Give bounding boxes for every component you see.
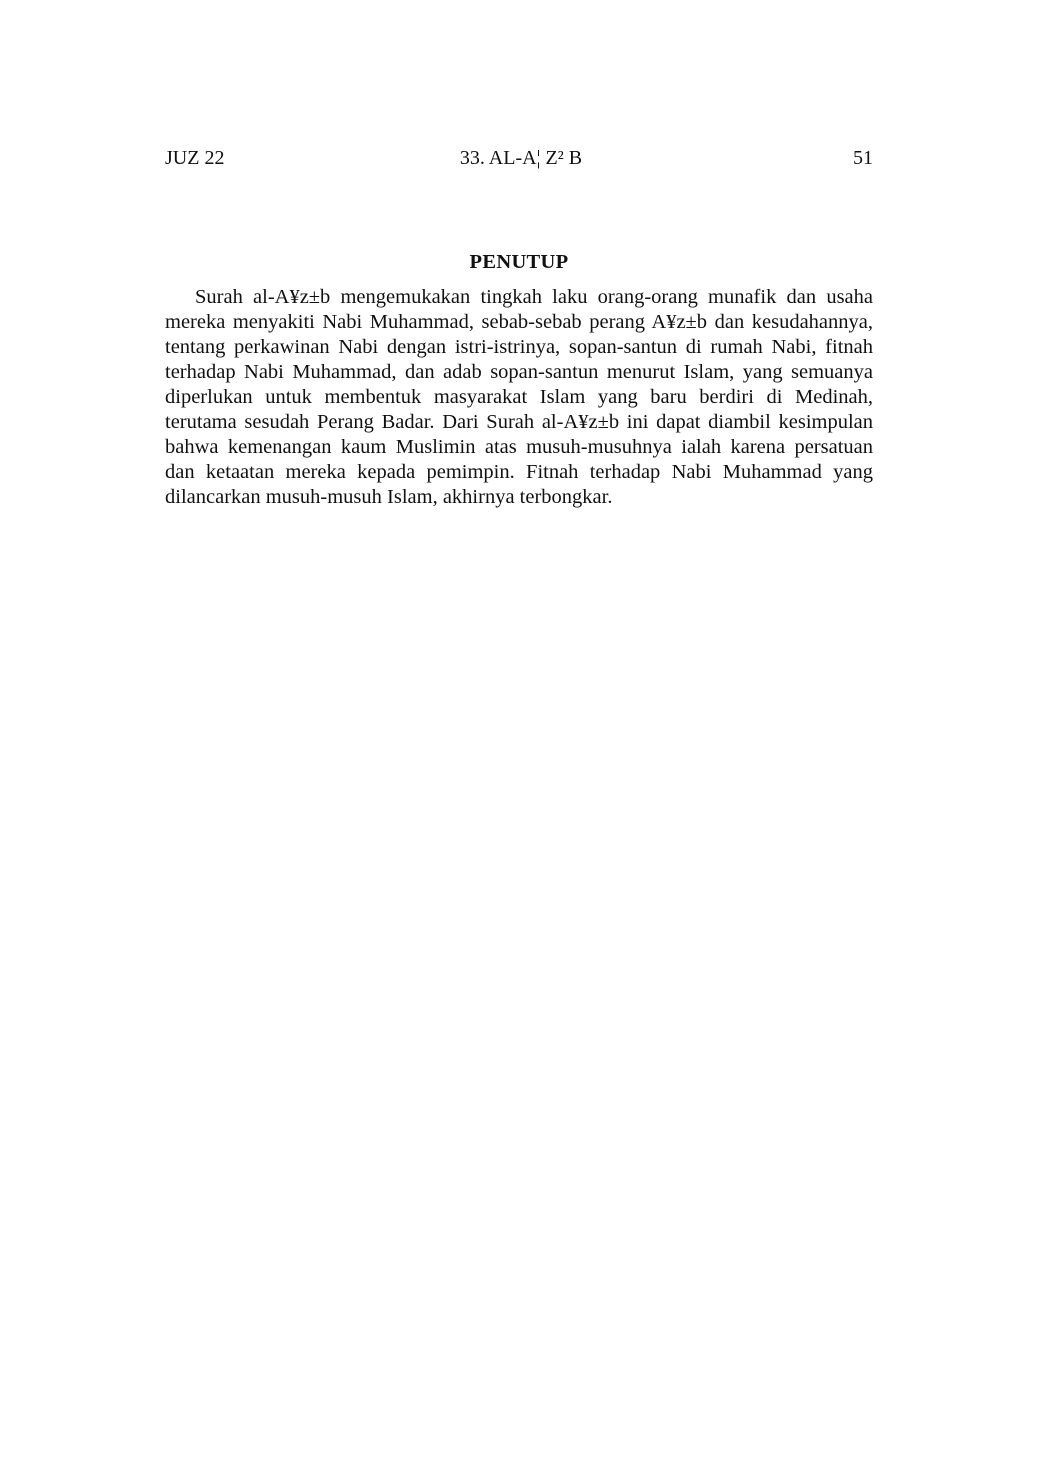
surah-title: 33. AL-A¦ Z² B bbox=[459, 147, 583, 169]
running-header bbox=[165, 145, 873, 171]
closing-paragraph: Surah al-A¥z±b mengemukakan tingkah laku orang-orang munafik dan usaha mereka menyakiti Nabi Muhammad, sebab-sebab perang A¥z±b dan kesudahannya, tentang perkawinan Nabi dengan istri-istrinya, sopan-santun di rumah Nabi, fitnah terhadap Nabi Muhammad, dan adab sopan-santun menurut Islam, yang semuanya diperlukan untuk membentuk masyarakat Islam yang baru berdiri di Medinah, terutama sesudah Perang Badar. Dari Surah al-A¥z±b ini dapat diambil kesimpulan bahwa kemenangan kaum Muslimin atas musuh-musuhnya ialah karena persatuan dan ketaatan mereka kepada pemimpin. Fitnah terhadap Nabi Muhammad yang dilancarkan musuh-musuh Islam, akhirnya terbongkar. bbox=[165, 286, 873, 508]
juz-label: JUZ 22 bbox=[165, 147, 225, 169]
page-number: 51 bbox=[853, 147, 873, 169]
section-heading: PENUTUP bbox=[469, 250, 569, 273]
